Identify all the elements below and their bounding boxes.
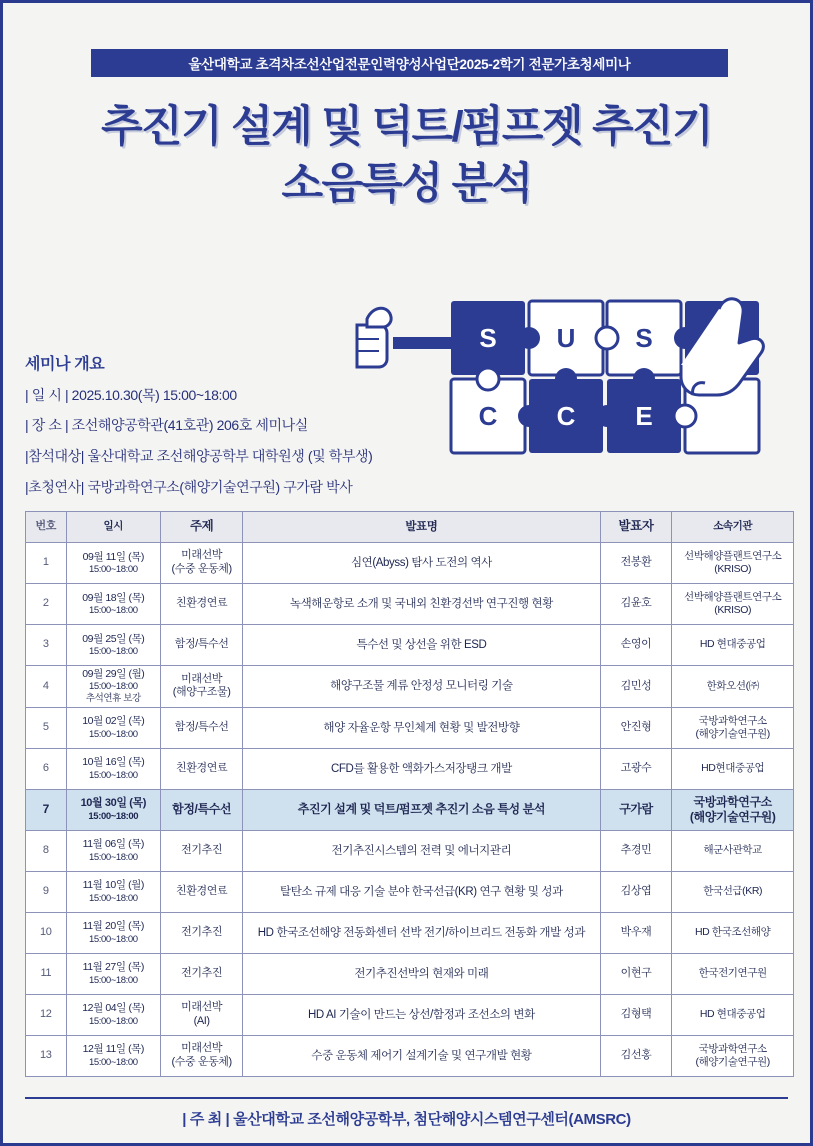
table-row xyxy=(26,871,794,912)
cell-org: 국방과학연구소 (해양기술연구원) xyxy=(672,1035,794,1076)
cell-no: 8 xyxy=(26,830,67,871)
cell-org: 선박해양플랜트연구소 (KRISO) xyxy=(672,584,794,625)
cell-org: 해군사관학교 xyxy=(672,830,794,871)
cell-no: 11 xyxy=(26,953,67,994)
table-row xyxy=(26,912,794,953)
cell-topic: 전기추진 xyxy=(161,912,243,953)
cell-title: 해양 자율운항 무인체계 현황 및 발전방향 xyxy=(243,707,600,748)
cell-speaker: 고광수 xyxy=(600,748,672,789)
cell-date: 10월 30일 (목) 15:00~18:00 xyxy=(66,789,161,830)
cell-topic: 전기추진 xyxy=(161,953,243,994)
col-no: 번호 xyxy=(26,512,67,543)
event-banner: 울산대학교 초격차조선산업전문인력양성사업단2025-2학기 전문가초청세미나 xyxy=(91,49,728,77)
cell-date: 12월 04일 (목) 15:00~18:00 xyxy=(66,994,161,1035)
cell-topic: 친환경연료 xyxy=(161,748,243,789)
cell-no: 6 xyxy=(26,748,67,789)
cell-topic: 함정/특수선 xyxy=(161,707,243,748)
cell-no: 10 xyxy=(26,912,67,953)
footer-host: | 주 최 | 울산대학교 조선해양공학부, 첨단해양시스템연구센터(AMSRC) xyxy=(182,1111,631,1128)
cell-date: 10월 16일 (목) 15:00~18:00 xyxy=(66,748,161,789)
svg-text:C: C xyxy=(478,401,498,431)
schedule-table xyxy=(25,511,794,1077)
col-topic: 주제 xyxy=(161,512,243,543)
cell-no: 12 xyxy=(26,994,67,1035)
cell-no: 5 xyxy=(26,707,67,748)
table-row xyxy=(26,748,794,789)
cell-org: HD현대중공업 xyxy=(672,748,794,789)
cell-date: 11월 27일 (목) 15:00~18:00 xyxy=(66,953,161,994)
cell-topic: 친환경연료 xyxy=(161,871,243,912)
cell-title: 심연(Abyss) 탐사 도전의 역사 xyxy=(243,543,600,584)
cell-speaker: 김형택 xyxy=(600,994,672,1035)
svg-text:E: E xyxy=(635,401,653,431)
table-row xyxy=(26,953,794,994)
cell-speaker: 손영이 xyxy=(600,625,672,666)
cell-no: 9 xyxy=(26,871,67,912)
cell-speaker: 김선홍 xyxy=(600,1035,672,1076)
cell-date: 11월 10일 (월) 15:00~18:00 xyxy=(66,871,161,912)
cell-title: 추진기 설계 및 덕트/펌프젯 추진기 소음 특성 분석 xyxy=(243,789,600,830)
overview-datetime: | 일 시 | 2025.10.30(목) 15:00~18:00 xyxy=(25,387,237,403)
cell-speaker: 박우재 xyxy=(600,912,672,953)
table-row xyxy=(26,625,794,666)
cell-date: 10월 02일 (목) 15:00~18:00 xyxy=(66,707,161,748)
table-row xyxy=(26,584,794,625)
cell-org: HD 한국조선해양 xyxy=(672,912,794,953)
page-title xyxy=(3,99,810,213)
cell-org: HD 현대중공업 xyxy=(672,994,794,1035)
table-row xyxy=(26,543,794,584)
overview-speaker: |초청연사| 국방과학연구소(해양기술연구원) 구가람 박사 xyxy=(25,479,353,495)
cell-org: 국방과학연구소 (해양기술연구원) xyxy=(672,789,794,830)
cell-no: 4 xyxy=(26,666,67,708)
cell-date: 09월 11일 (목) 15:00~18:00 xyxy=(66,543,161,584)
cell-speaker: 김윤호 xyxy=(600,584,672,625)
cell-org: 한국전기연구원 xyxy=(672,953,794,994)
cell-topic: 미래선박 (수중 운동체) xyxy=(161,543,243,584)
table-row xyxy=(26,789,794,830)
cell-no: 3 xyxy=(26,625,67,666)
title-line-1: 추진기 설계 및 덕트/펌프젯 추진기 xyxy=(101,103,712,151)
cell-org: 한화오션(㈜ xyxy=(672,666,794,708)
cell-speaker: 안진형 xyxy=(600,707,672,748)
cell-topic: 함정/특수선 xyxy=(161,625,243,666)
overview-audience: |참석대상| 울산대학교 조선해양공학부 대학원생 (및 학부생) xyxy=(25,448,373,464)
cell-date: 11월 20일 (목) 15:00~18:00 xyxy=(66,912,161,953)
cell-topic: 미래선박 (AI) xyxy=(161,994,243,1035)
cell-no: 7 xyxy=(26,789,67,830)
puzzle-svg xyxy=(353,279,783,469)
cell-speaker: 추경민 xyxy=(600,830,672,871)
table-header-row xyxy=(26,512,794,543)
cell-title: HD 한국조선해양 전동화센터 선박 전기/하이브리드 전동화 개발 성과 xyxy=(243,912,600,953)
cell-topic: 미래선박 (수중 운동체) xyxy=(161,1035,243,1076)
cell-title: HD AI 기술이 만드는 상선/함정과 조선소의 변화 xyxy=(243,994,600,1035)
svg-text:S: S xyxy=(635,323,653,353)
cell-date: 09월 25일 (목) 15:00~18:00 xyxy=(66,625,161,666)
cell-title: 전기추진선박의 현재와 미래 xyxy=(243,953,600,994)
schedule-table-wrap xyxy=(25,511,794,1077)
col-date: 일시 xyxy=(66,512,161,543)
cell-date: 11월 06일 (목) 15:00~18:00 xyxy=(66,830,161,871)
overview-location: | 장 소 | 조선해양공학관(41호관) 206호 세미나실 xyxy=(25,417,308,433)
cell-topic: 함정/특수선 xyxy=(161,789,243,830)
cell-org: 국방과학연구소 (해양기술연구원) xyxy=(672,707,794,748)
cell-no: 13 xyxy=(26,1035,67,1076)
schedule-table-body xyxy=(26,543,794,1077)
hand-left-icon xyxy=(357,308,391,367)
svg-text:U: U xyxy=(556,323,576,353)
table-row xyxy=(26,1035,794,1076)
cell-title: CFD를 활용한 액화가스저장탱크 개발 xyxy=(243,748,600,789)
cell-speaker: 전봉환 xyxy=(600,543,672,584)
cell-org: HD 현대중공업 xyxy=(672,625,794,666)
table-row xyxy=(26,994,794,1035)
cell-topic: 친환경연료 xyxy=(161,584,243,625)
cell-title: 특수선 및 상선을 위한 ESD xyxy=(243,625,600,666)
cell-org: 선박해양플랜트연구소 (KRISO) xyxy=(672,543,794,584)
title-line-2: 소음특성 분석 xyxy=(281,159,532,208)
overview-heading: 세미나 개요 xyxy=(25,356,105,373)
table-row xyxy=(26,830,794,871)
cell-speaker: 김상엽 xyxy=(600,871,672,912)
cell-topic: 전기추진 xyxy=(161,830,243,871)
cell-title: 전기추진시스템의 전력 및 에너지관리 xyxy=(243,830,600,871)
cell-title: 탈탄소 규제 대응 기술 분야 한국선급(KR) 연구 현황 및 성과 xyxy=(243,871,600,912)
puzzle-illustration xyxy=(353,279,783,469)
cell-speaker: 구가람 xyxy=(600,789,672,830)
cell-topic: 미래선박 (해양구조물) xyxy=(161,666,243,708)
cell-title: 해양구조물 계류 안정성 모니터링 기술 xyxy=(243,666,600,708)
cell-date: 09월 18일 (목) 15:00~18:00 xyxy=(66,584,161,625)
svg-text:C: C xyxy=(556,401,576,431)
cell-org: 한국선급(KR) xyxy=(672,871,794,912)
cell-no: 1 xyxy=(26,543,67,584)
cell-speaker: 김민성 xyxy=(600,666,672,708)
cell-date: 12월 11일 (목) 15:00~18:00 xyxy=(66,1035,161,1076)
cell-date: 09월 29일 (월) 15:00~18:00 추석연휴 보강 xyxy=(66,666,161,708)
table-row xyxy=(26,707,794,748)
table-row xyxy=(26,666,794,708)
svg-text:S: S xyxy=(479,323,497,353)
col-speaker: 발표자 xyxy=(600,512,672,543)
cell-title: 녹색해운항로 소개 및 국내외 친환경선박 연구진행 현황 xyxy=(243,584,600,625)
cell-title: 수중 운동체 제어기 설계기술 및 연구개발 현황 xyxy=(243,1035,600,1076)
col-org: 소속기관 xyxy=(672,512,794,543)
col-title: 발표명 xyxy=(243,512,600,543)
cell-no: 2 xyxy=(26,584,67,625)
cell-speaker: 이현구 xyxy=(600,953,672,994)
footer-divider xyxy=(25,1097,788,1099)
